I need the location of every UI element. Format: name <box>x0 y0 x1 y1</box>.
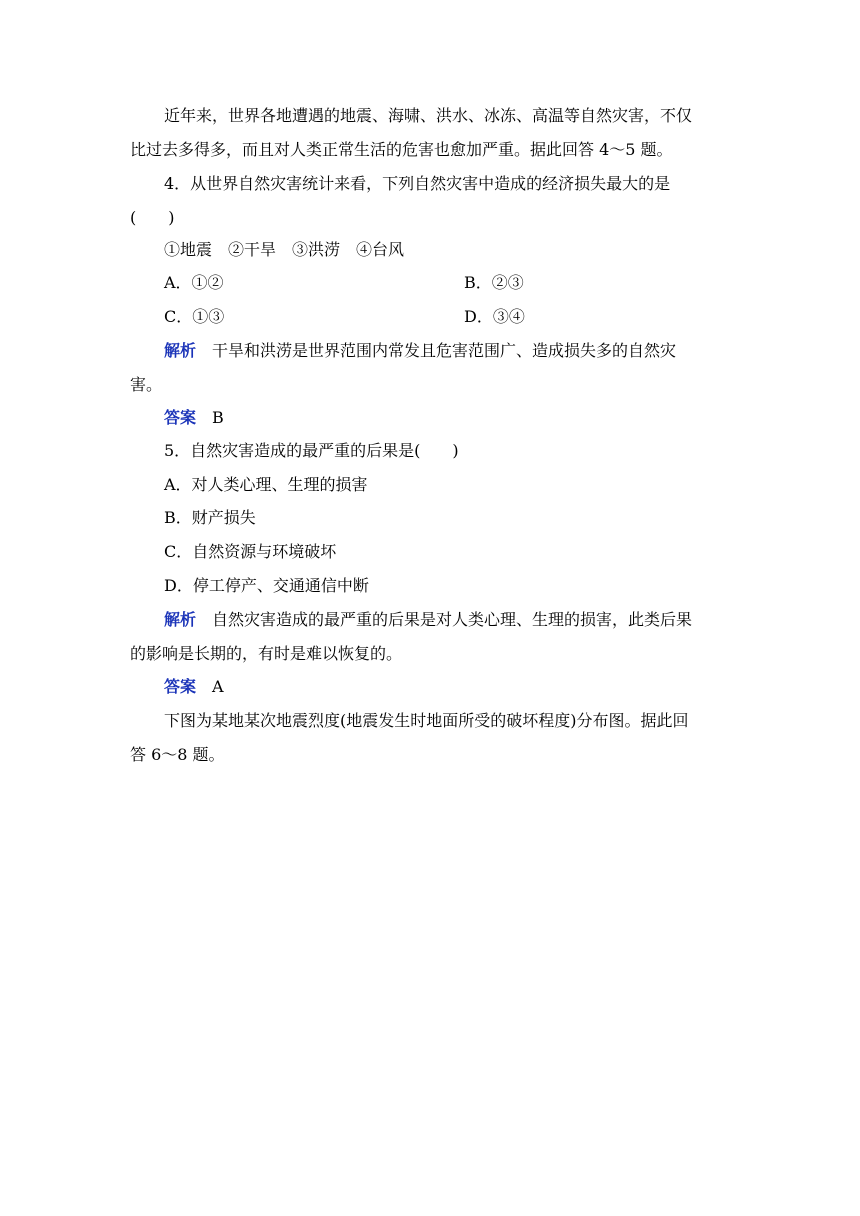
q5-stem: 5．自然灾害造成的最严重的后果是( ) <box>164 441 459 460</box>
analysis-label: 解析 <box>164 610 197 629</box>
next-intro-line-2: 答 6～8 题。 <box>130 745 225 764</box>
answer-label: 答案 <box>164 677 197 696</box>
intro-line-1: 近年来，世界各地遭遇的地震、海啸、洪水、冰冻、高温等自然灾害，不仅 <box>164 106 693 125</box>
q5-option-d: D．停工停产、交通通信中断 <box>164 576 369 595</box>
q4-stem-line-2: ( ) <box>130 208 175 227</box>
q4-option-a: A．①② <box>164 273 224 292</box>
next-intro-line-1: 下图为某地某次地震烈度(地震发生时地面所受的破坏程度)分布图。据此回 <box>164 711 689 730</box>
q5-option-a: A．对人类心理、生理的损害 <box>164 475 368 494</box>
q4-analysis-text: 干旱和洪涝是世界范围内常发且危害范围广、造成损失多的自然灾 <box>212 341 677 360</box>
q4-answer <box>164 408 224 428</box>
answer-label: 答案 <box>164 408 197 427</box>
analysis-label: 解析 <box>164 341 197 360</box>
q5-answer-value: A <box>212 677 224 696</box>
q4-option-b: B．②③ <box>464 273 524 292</box>
q4-items: ①地震 ②干旱 ③洪涝 ④台风 <box>164 240 405 259</box>
q5-analysis-text: 自然灾害造成的最严重的后果是对人类心理、生理的损害，此类后果 <box>212 610 693 629</box>
q4-stem-line-1: 4．从世界自然灾害统计来看，下列自然灾害中造成的经济损失最大的是 <box>164 174 671 193</box>
q4-analysis-line-2: 害。 <box>130 375 163 394</box>
q4-option-d: D．③④ <box>464 307 525 326</box>
q5-option-b: B．财产损失 <box>164 508 256 527</box>
q5-answer <box>164 677 224 697</box>
q5-option-c: C．自然资源与环境破坏 <box>164 542 337 561</box>
q4-option-c: C．①③ <box>164 307 225 326</box>
q4-analysis-line-1 <box>164 341 676 361</box>
intro-line-2: 比过去多得多，而且对人类正常生活的危害也愈加严重。据此回答 4～5 题。 <box>130 140 673 159</box>
q4-answer-value: B <box>212 408 224 427</box>
q5-analysis-line-2: 的影响是长期的，有时是难以恢复的。 <box>130 644 403 663</box>
q5-analysis-line-1 <box>164 610 692 630</box>
